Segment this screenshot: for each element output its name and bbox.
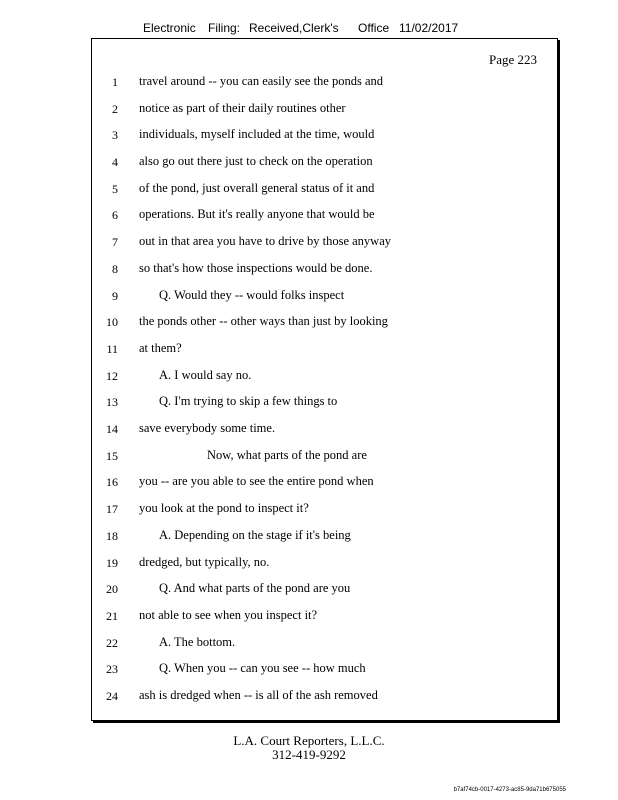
line-number: 2 — [112, 102, 118, 116]
line-number: 21 — [106, 609, 118, 623]
page-number: Page 223 — [488, 52, 537, 67]
line-text: Now, what parts of the pond are — [207, 448, 367, 462]
line-number: 3 — [112, 128, 118, 142]
line-number: 7 — [112, 235, 118, 249]
document-id: b7af74cb-0017-4273-ac85-9da71b675055 — [453, 787, 566, 793]
line-text: individuals, myself included at the time, would — [139, 127, 375, 141]
line-text: Q. When you -- can you see -- how much — [159, 661, 366, 675]
line-number: 16 — [106, 475, 118, 489]
reporter-phone: 312-419-9292 — [272, 747, 346, 762]
line-number: 19 — [106, 556, 118, 570]
line-text: out in that area you have to drive by those anyway — [139, 234, 392, 248]
line-text: at them? — [139, 341, 182, 355]
line-text: of the pond, just overall general status of it and — [139, 181, 375, 195]
header-word-filing: Filing: — [208, 21, 241, 35]
line-text: A. The bottom. — [159, 635, 236, 649]
line-text: not able to see when you inspect it? — [139, 608, 318, 622]
line-number: 8 — [112, 262, 118, 276]
line-number: 12 — [106, 369, 118, 383]
line-number: 24 — [106, 689, 118, 703]
line-text: operations. But it's really anyone that would be — [139, 207, 375, 221]
line-text: A. I would say no. — [159, 368, 252, 382]
line-number: 4 — [112, 155, 118, 169]
line-number: 20 — [106, 582, 118, 596]
line-text: so that's how those inspections would be done. — [139, 261, 373, 275]
line-number: 6 — [112, 208, 118, 222]
header-date: 11/02/2017 — [399, 21, 459, 35]
line-text: also go out there just to check on the operation — [139, 154, 373, 168]
line-text: A. Depending on the stage if it's being — [159, 528, 351, 542]
line-text: notice as part of their daily routines other — [139, 101, 346, 115]
line-number: 15 — [106, 449, 118, 463]
reporter-company: L.A. Court Reporters, L.L.C. — [233, 733, 385, 748]
line-number: 14 — [106, 422, 118, 436]
line-text: the ponds other -- other ways than just by looking — [139, 314, 388, 328]
line-text: you look at the pond to inspect it? — [139, 501, 309, 515]
header-word-electronic: Electronic — [143, 21, 196, 35]
line-text: travel around -- you can easily see the ponds and — [139, 74, 384, 88]
line-number: 11 — [106, 342, 118, 356]
line-number: 22 — [106, 636, 118, 650]
line-number: 23 — [106, 662, 118, 676]
line-text: you -- are you able to see the entire pond when — [139, 474, 374, 488]
line-text: save everybody some time. — [139, 421, 276, 435]
line-number: 18 — [106, 529, 118, 543]
line-number: 5 — [112, 182, 118, 196]
transcript-page — [91, 38, 558, 721]
line-number: 13 — [106, 395, 118, 409]
line-number: 1 — [112, 75, 118, 89]
header-word-received-clerks: Received,Clerk's — [249, 21, 339, 35]
line-text: dredged, but typically, no. — [139, 555, 270, 569]
header-word-office: Office — [358, 21, 390, 35]
line-text: Q. And what parts of the pond are you — [159, 581, 351, 595]
line-number: 10 — [106, 315, 118, 329]
line-text: Q. Would they -- would folks inspect — [159, 288, 345, 302]
filing-header — [0, 21, 618, 37]
line-text: ash is dredged when -- is all of the ash removed — [139, 688, 378, 702]
line-number: 17 — [106, 502, 118, 516]
line-text: Q. I'm trying to skip a few things to — [159, 394, 338, 408]
line-number: 9 — [112, 289, 118, 303]
